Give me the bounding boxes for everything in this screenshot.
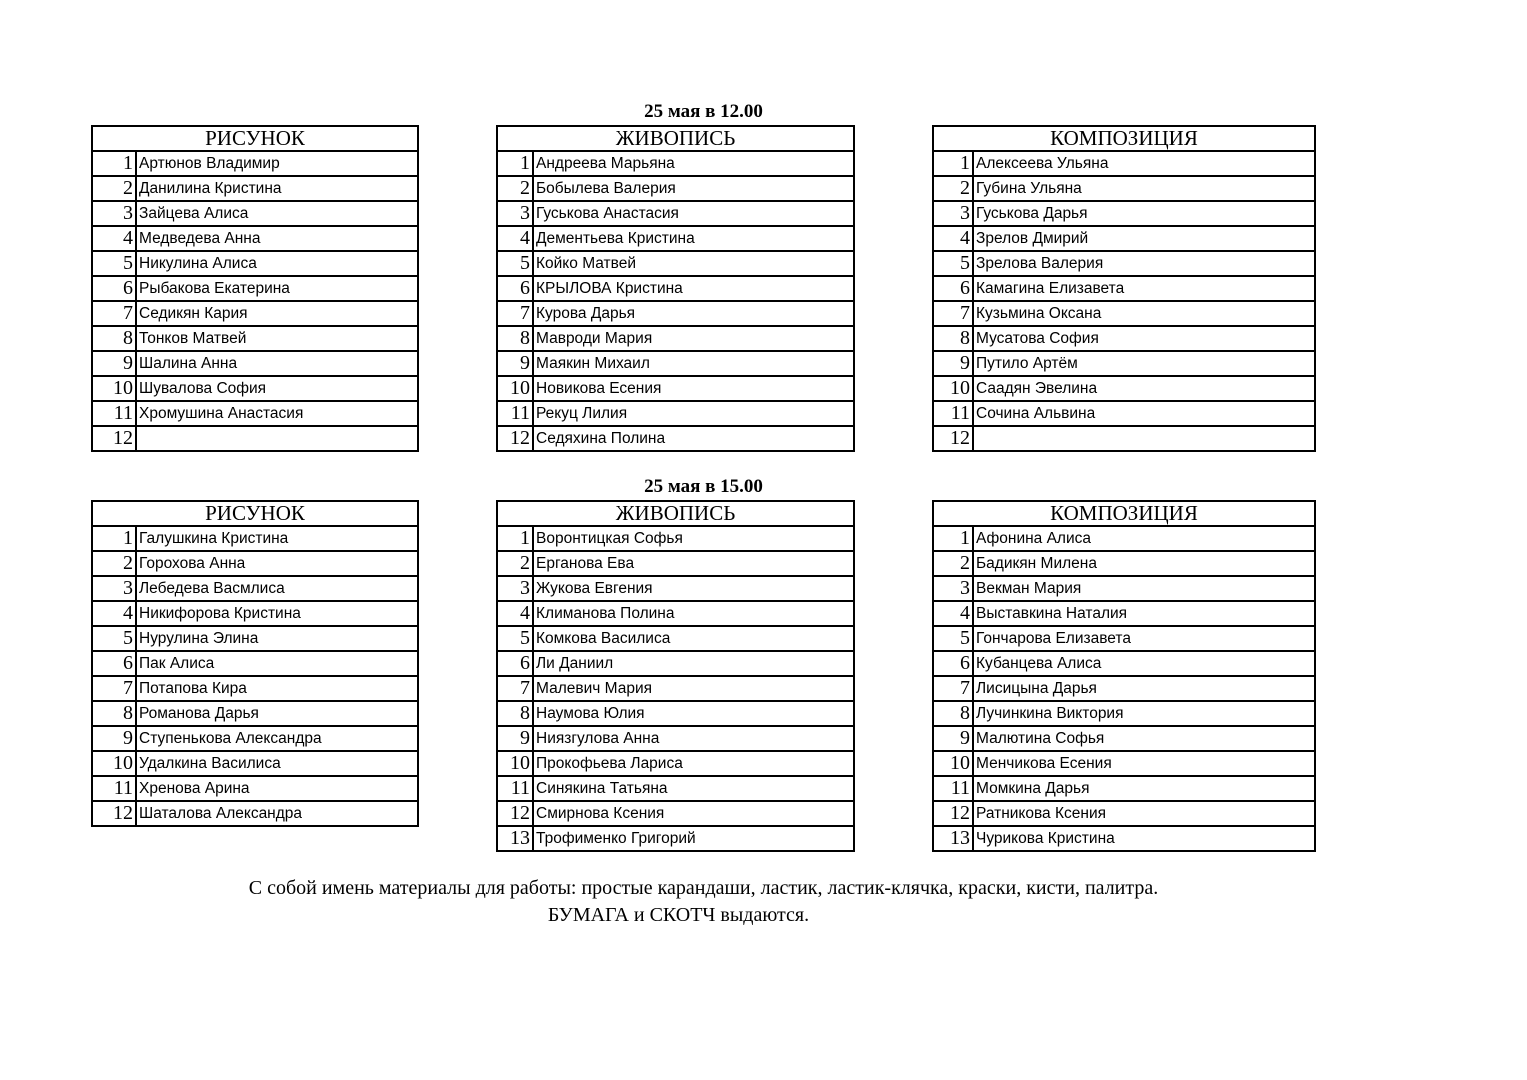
- row-number: 7: [92, 676, 136, 701]
- student-name: Бадикян Милена: [973, 551, 1315, 576]
- materials-note: С собой имень материалы для работы: простые карандаши, ластик, ластик-клячка, краски, кисти, палитра.: [248, 877, 1159, 899]
- row-number: 6: [497, 276, 533, 301]
- student-name: Койко Матвей: [533, 251, 854, 276]
- student-name: Чурикова Кристина: [973, 826, 1315, 851]
- student-name: Мусатова София: [973, 326, 1315, 351]
- table-row: [933, 226, 1315, 251]
- table-row: [92, 401, 418, 426]
- student-name: Ниязгулова Анна: [533, 726, 854, 751]
- row-number: 6: [933, 651, 973, 676]
- row-number: 9: [933, 351, 973, 376]
- student-name: Жукова Евгения: [533, 576, 854, 601]
- student-name: [973, 426, 1315, 451]
- table-row: [497, 826, 854, 851]
- table-row: [497, 626, 854, 651]
- table-row: [497, 676, 854, 701]
- table-row: [933, 251, 1315, 276]
- row-number: 9: [497, 351, 533, 376]
- student-name: Зрелова Валерия: [973, 251, 1315, 276]
- row-number: 6: [92, 276, 136, 301]
- student-name: Ратникова Ксения: [973, 801, 1315, 826]
- table-row: [497, 776, 854, 801]
- student-name: Шаталова Александра: [136, 801, 418, 826]
- student-name: Тонков Матвей: [136, 326, 418, 351]
- row-number: 8: [92, 326, 136, 351]
- row-number: 12: [933, 426, 973, 451]
- student-name: Курова Дарья: [533, 301, 854, 326]
- table-row: [933, 826, 1315, 851]
- table-row: [92, 601, 418, 626]
- table-row: [933, 326, 1315, 351]
- student-name: Новикова Есения: [533, 376, 854, 401]
- student-name: Комкова Василиса: [533, 626, 854, 651]
- table-row: [933, 676, 1315, 701]
- table-row: [92, 576, 418, 601]
- row-number: 12: [92, 426, 136, 451]
- student-name: Векман Мария: [973, 576, 1315, 601]
- row-number: 4: [933, 601, 973, 626]
- table-row: [497, 176, 854, 201]
- student-name: Наумова Юлия: [533, 701, 854, 726]
- table-title: РИСУНОК: [92, 501, 418, 526]
- table-risunok-1200: [91, 125, 419, 452]
- student-name: Менчикова Есения: [973, 751, 1315, 776]
- row-number: 3: [933, 201, 973, 226]
- row-number: 11: [497, 776, 533, 801]
- table-row: [497, 301, 854, 326]
- student-name: Выставкина Наталия: [973, 601, 1315, 626]
- table-row: [933, 576, 1315, 601]
- table-title: КОМПОЗИЦИЯ: [933, 126, 1315, 151]
- student-name: Ерганова Ева: [533, 551, 854, 576]
- table-row: [933, 776, 1315, 801]
- table-row: [92, 376, 418, 401]
- table-row: [497, 576, 854, 601]
- table-row: [92, 301, 418, 326]
- row-number: 11: [92, 776, 136, 801]
- table-row: [92, 551, 418, 576]
- table-header-row: [497, 126, 854, 151]
- table-row: [933, 801, 1315, 826]
- row-number: 13: [497, 826, 533, 851]
- row-number: 2: [497, 551, 533, 576]
- table-row: [933, 551, 1315, 576]
- table-row: [933, 376, 1315, 401]
- table-title: КОМПОЗИЦИЯ: [933, 501, 1315, 526]
- row-number: 2: [92, 176, 136, 201]
- table-row: [497, 151, 854, 176]
- student-name: Седяхина Полина: [533, 426, 854, 451]
- session-heading-1500: 25 мая в 15.00: [644, 476, 763, 497]
- table-row: [92, 626, 418, 651]
- table-title: ЖИВОПИСЬ: [497, 126, 854, 151]
- table-title: РИСУНОК: [92, 126, 418, 151]
- student-name: Никулина Алиса: [136, 251, 418, 276]
- row-number: 9: [92, 726, 136, 751]
- student-name: Шувалова София: [136, 376, 418, 401]
- row-number: 10: [497, 751, 533, 776]
- student-name: Артюнов Владимир: [136, 151, 418, 176]
- student-name: Смирнова Ксения: [533, 801, 854, 826]
- row-number: 1: [933, 526, 973, 551]
- row-number: 2: [933, 551, 973, 576]
- table-row: [92, 676, 418, 701]
- row-number: 3: [92, 576, 136, 601]
- row-number: 3: [92, 201, 136, 226]
- row-number: 10: [92, 376, 136, 401]
- table-row: [497, 226, 854, 251]
- row-number: 1: [497, 526, 533, 551]
- row-number: 12: [933, 801, 973, 826]
- row-number: 12: [497, 801, 533, 826]
- row-number: 5: [933, 251, 973, 276]
- table-row: [497, 326, 854, 351]
- row-number: 1: [92, 151, 136, 176]
- student-name: Седикян Кария: [136, 301, 418, 326]
- table-header-row: [92, 501, 418, 526]
- row-number: 9: [933, 726, 973, 751]
- row-number: 5: [92, 251, 136, 276]
- student-name: Афонина Алиса: [973, 526, 1315, 551]
- student-name: Шалина Анна: [136, 351, 418, 376]
- row-number: 9: [92, 351, 136, 376]
- table-row: [933, 751, 1315, 776]
- table-row: [497, 651, 854, 676]
- table-row: [933, 426, 1315, 451]
- row-number: 11: [933, 401, 973, 426]
- table-row: [497, 726, 854, 751]
- row-number: 4: [92, 601, 136, 626]
- row-number: 13: [933, 826, 973, 851]
- table-row: [92, 326, 418, 351]
- student-name: Лебедева Васмлиса: [136, 576, 418, 601]
- table-row: [92, 776, 418, 801]
- row-number: 7: [497, 301, 533, 326]
- row-number: 1: [92, 526, 136, 551]
- row-number: 10: [933, 376, 973, 401]
- student-name: Лисицына Дарья: [973, 676, 1315, 701]
- table-row: [933, 151, 1315, 176]
- table-row: [497, 426, 854, 451]
- table-header-row: [933, 501, 1315, 526]
- table-row: [92, 701, 418, 726]
- row-number: 7: [933, 676, 973, 701]
- student-name: Путило Артём: [973, 351, 1315, 376]
- student-name: Гуськова Анастасия: [533, 201, 854, 226]
- student-name: Нурулина Элина: [136, 626, 418, 651]
- student-name: Маякин Михаил: [533, 351, 854, 376]
- row-number: 6: [92, 651, 136, 676]
- row-number: 3: [497, 201, 533, 226]
- student-name: Зайцева Алиса: [136, 201, 418, 226]
- table-row: [92, 651, 418, 676]
- row-number: 8: [92, 701, 136, 726]
- row-number: 3: [933, 576, 973, 601]
- student-name: Кузьмина Оксана: [973, 301, 1315, 326]
- student-name: Дементьева Кристина: [533, 226, 854, 251]
- row-number: 3: [497, 576, 533, 601]
- row-number: 6: [933, 276, 973, 301]
- table-row: [497, 351, 854, 376]
- row-number: 1: [933, 151, 973, 176]
- student-name: Момкина Дарья: [973, 776, 1315, 801]
- table-row: [933, 626, 1315, 651]
- table-row: [92, 201, 418, 226]
- row-number: 6: [497, 651, 533, 676]
- table-row: [933, 201, 1315, 226]
- table-row: [92, 751, 418, 776]
- table-row: [933, 651, 1315, 676]
- student-name: Зрелов Дмирий: [973, 226, 1315, 251]
- table-row: [497, 251, 854, 276]
- row-number: 8: [933, 326, 973, 351]
- table-row: [933, 401, 1315, 426]
- student-name: Рекуц Лилия: [533, 401, 854, 426]
- table-row: [497, 601, 854, 626]
- table-row: [92, 151, 418, 176]
- table-row: [92, 251, 418, 276]
- table-row: [497, 751, 854, 776]
- student-name: Хренова Арина: [136, 776, 418, 801]
- student-name: Горохова Анна: [136, 551, 418, 576]
- table-row: [497, 376, 854, 401]
- row-number: 4: [497, 601, 533, 626]
- student-name: КРЫЛОВА Кристина: [533, 276, 854, 301]
- student-name: Гуськова Дарья: [973, 201, 1315, 226]
- table-row: [497, 201, 854, 226]
- table-row: [933, 176, 1315, 201]
- row-number: 4: [92, 226, 136, 251]
- row-number: 10: [933, 751, 973, 776]
- table-header-row: [497, 501, 854, 526]
- student-name: Удалкина Василиса: [136, 751, 418, 776]
- row-number: 7: [933, 301, 973, 326]
- student-name: Воронтицкая Софья: [533, 526, 854, 551]
- table-row: [92, 426, 418, 451]
- student-name: Лучинкина Виктория: [973, 701, 1315, 726]
- row-number: 5: [497, 251, 533, 276]
- table-row: [497, 526, 854, 551]
- row-number: 4: [933, 226, 973, 251]
- row-number: 2: [933, 176, 973, 201]
- student-name: Романова Дарья: [136, 701, 418, 726]
- table-row: [933, 301, 1315, 326]
- table-row: [933, 526, 1315, 551]
- student-name: Климанова Полина: [533, 601, 854, 626]
- table-row: [497, 276, 854, 301]
- student-name: Прокофьева Лариса: [533, 751, 854, 776]
- table-row: [92, 226, 418, 251]
- student-name: Гончарова Елизавета: [973, 626, 1315, 651]
- row-number: 12: [497, 426, 533, 451]
- supplied-note: БУМАГА и СКОТЧ выдаются.: [547, 904, 810, 926]
- row-number: 11: [933, 776, 973, 801]
- student-name: Синякина Татьяна: [533, 776, 854, 801]
- table-row: [92, 726, 418, 751]
- row-number: 5: [497, 626, 533, 651]
- student-name: Губина Ульяна: [973, 176, 1315, 201]
- student-name: Галушкина Кристина: [136, 526, 418, 551]
- table-row: [933, 601, 1315, 626]
- table-row: [497, 401, 854, 426]
- row-number: 8: [933, 701, 973, 726]
- table-title: ЖИВОПИСЬ: [497, 501, 854, 526]
- student-name: Андреева Марьяна: [533, 151, 854, 176]
- row-number: 10: [92, 751, 136, 776]
- row-number: 9: [497, 726, 533, 751]
- row-number: 11: [497, 401, 533, 426]
- student-name: Хромушина Анастасия: [136, 401, 418, 426]
- table-row: [92, 276, 418, 301]
- table-row: [497, 701, 854, 726]
- row-number: 5: [92, 626, 136, 651]
- student-name: Медведева Анна: [136, 226, 418, 251]
- table-row: [933, 701, 1315, 726]
- table-row: [497, 551, 854, 576]
- row-number: 2: [497, 176, 533, 201]
- row-number: 2: [92, 551, 136, 576]
- student-name: Малютина Софья: [973, 726, 1315, 751]
- table-kompoziciya-1200: [932, 125, 1316, 452]
- table-row: [933, 276, 1315, 301]
- table-kompoziciya-1500: [932, 500, 1316, 852]
- table-zhivopis-1500: [496, 500, 855, 852]
- row-number: 5: [933, 626, 973, 651]
- student-name: Алексеева Ульяна: [973, 151, 1315, 176]
- student-name: Потапова Кира: [136, 676, 418, 701]
- table-row: [497, 801, 854, 826]
- table-row: [92, 526, 418, 551]
- table-row: [92, 176, 418, 201]
- table-header-row: [92, 126, 418, 151]
- student-name: [136, 426, 418, 451]
- student-name: Ли Даниил: [533, 651, 854, 676]
- row-number: 7: [92, 301, 136, 326]
- row-number: 7: [497, 676, 533, 701]
- row-number: 8: [497, 326, 533, 351]
- student-name: Рыбакова Екатерина: [136, 276, 418, 301]
- row-number: 8: [497, 701, 533, 726]
- table-row: [92, 801, 418, 826]
- table-row: [933, 351, 1315, 376]
- table-row: [933, 726, 1315, 751]
- student-name: Трофименко Григорий: [533, 826, 854, 851]
- student-name: Мавроди Мария: [533, 326, 854, 351]
- table-header-row: [933, 126, 1315, 151]
- student-name: Данилина Кристина: [136, 176, 418, 201]
- student-name: Саадян Эвелина: [973, 376, 1315, 401]
- student-name: Кубанцева Алиса: [973, 651, 1315, 676]
- table-row: [92, 351, 418, 376]
- student-name: Пак Алиса: [136, 651, 418, 676]
- row-number: 11: [92, 401, 136, 426]
- row-number: 1: [497, 151, 533, 176]
- student-name: Никифорова Кристина: [136, 601, 418, 626]
- student-name: Малевич Мария: [533, 676, 854, 701]
- student-name: Бобылева Валерия: [533, 176, 854, 201]
- student-name: Ступенькова Александра: [136, 726, 418, 751]
- table-zhivopis-1200: [496, 125, 855, 452]
- table-risunok-1500: [91, 500, 419, 827]
- row-number: 10: [497, 376, 533, 401]
- session-heading-1200: 25 мая в 12.00: [644, 101, 763, 122]
- row-number: 4: [497, 226, 533, 251]
- student-name: Камагина Елизавета: [973, 276, 1315, 301]
- student-name: Сочина Альвина: [973, 401, 1315, 426]
- row-number: 12: [92, 801, 136, 826]
